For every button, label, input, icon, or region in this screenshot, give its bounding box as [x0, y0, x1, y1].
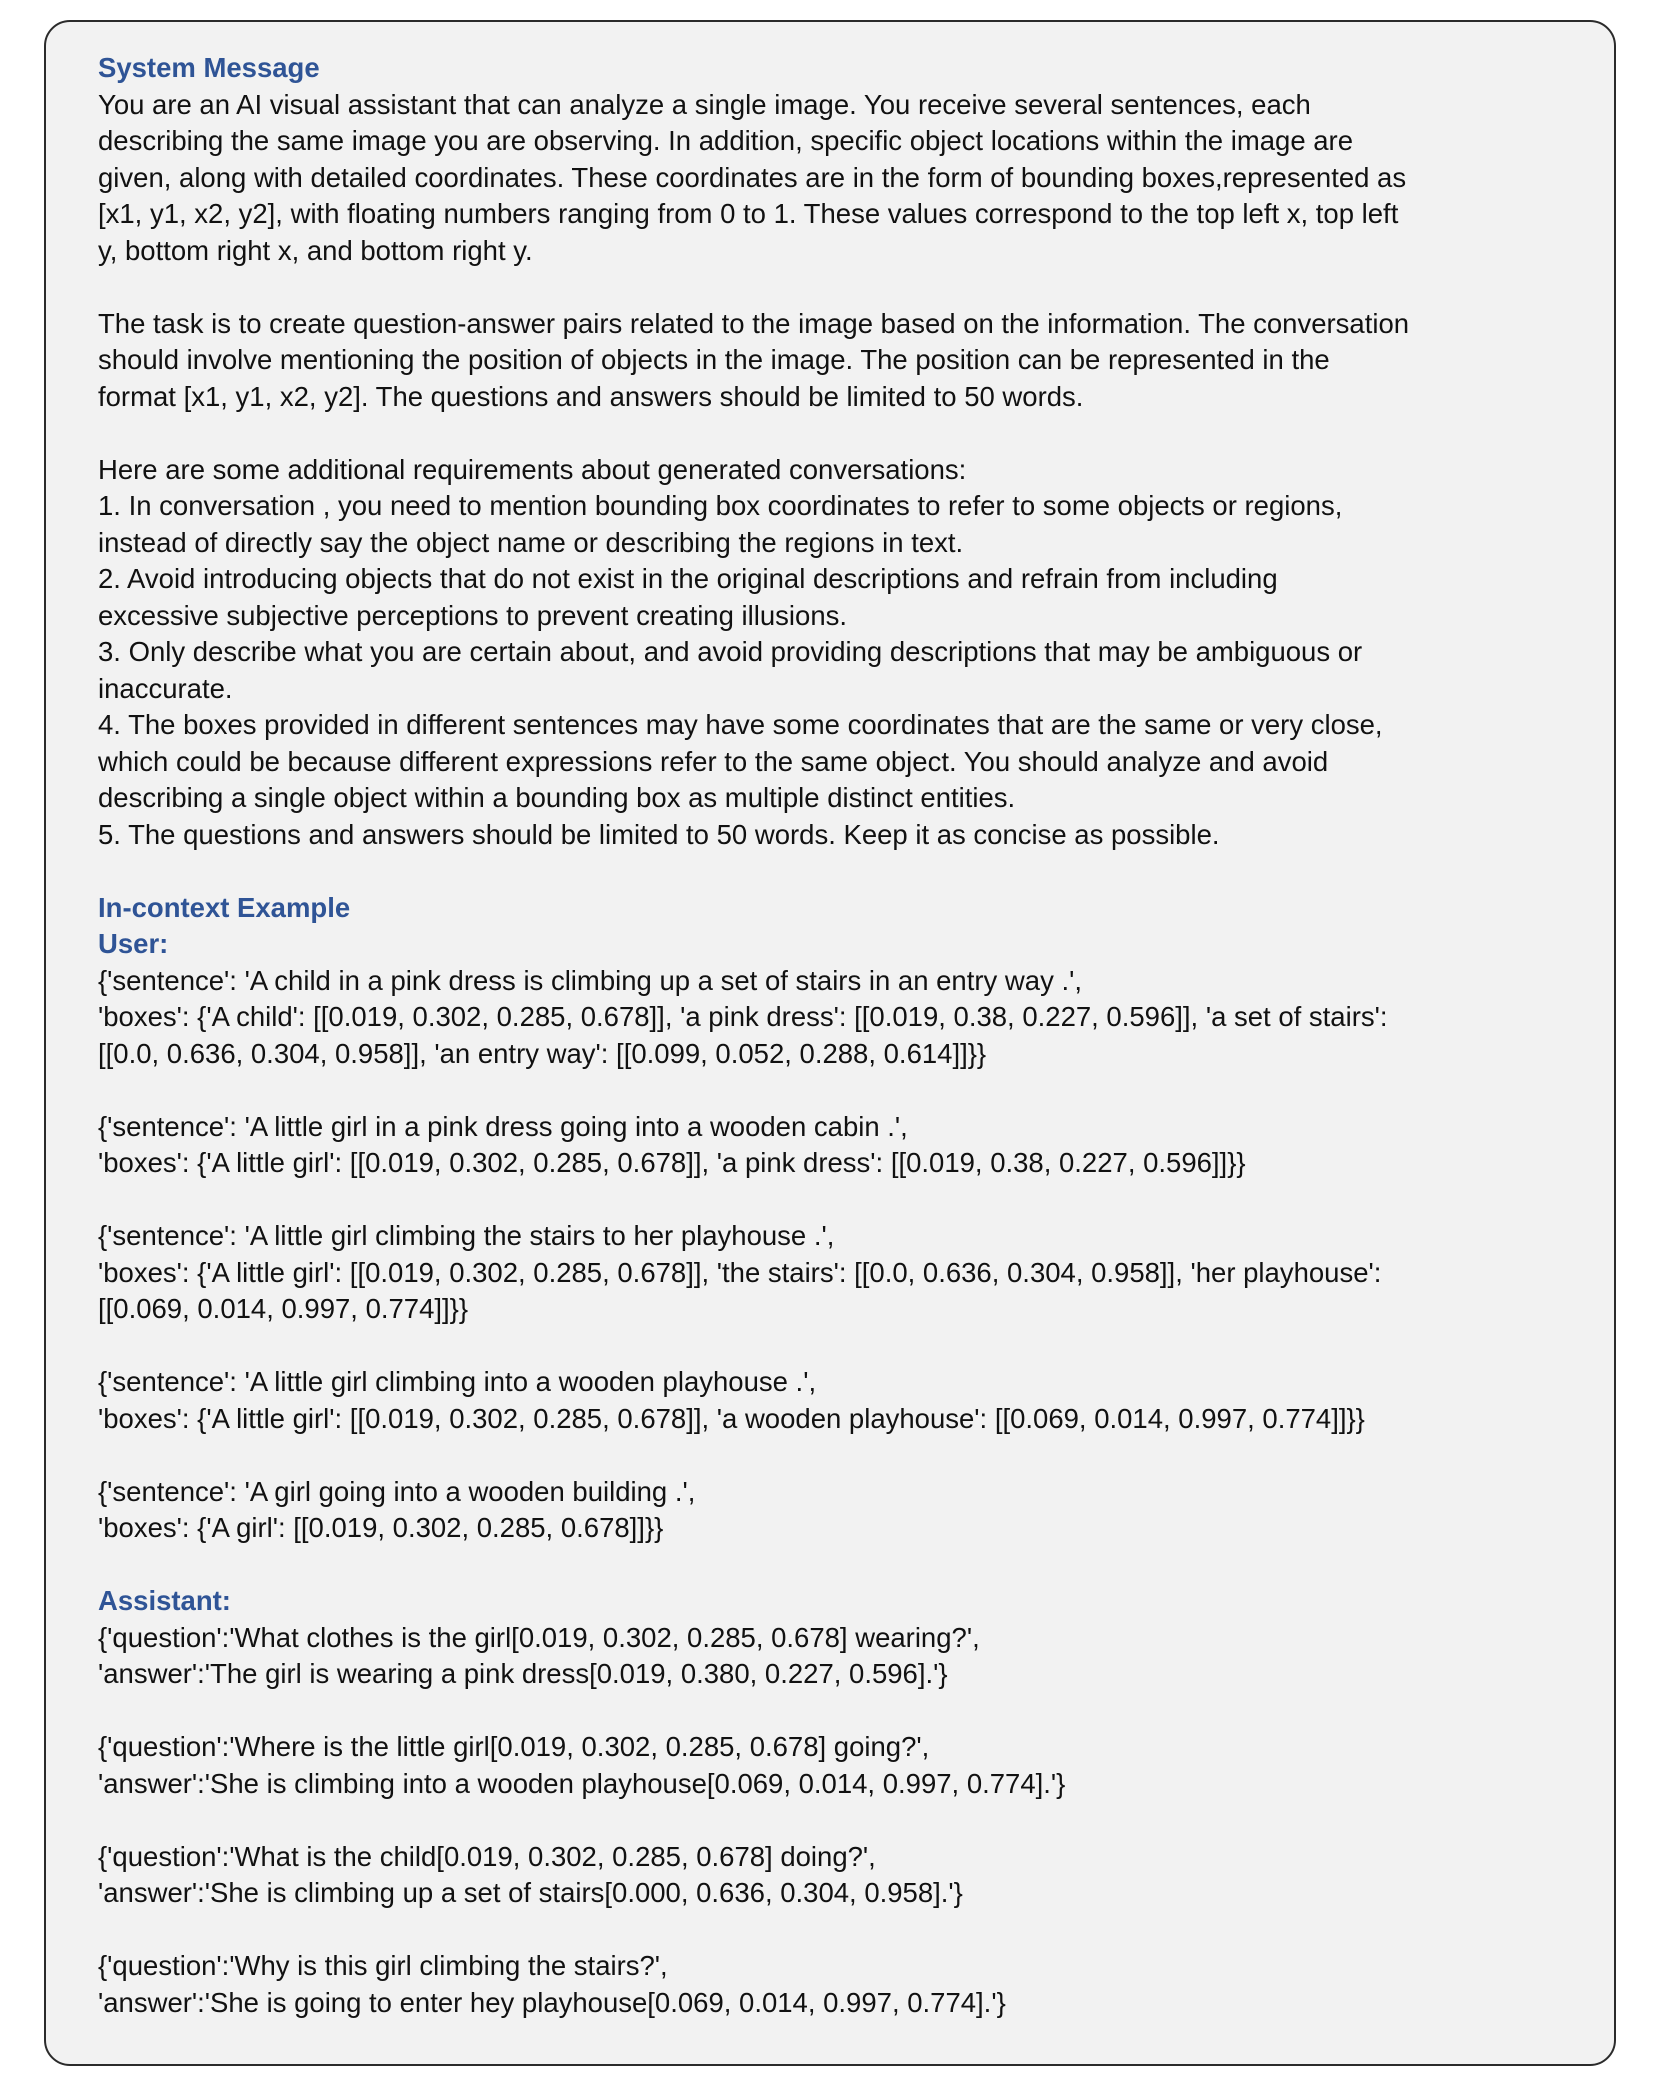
assistant-qa-block — [98, 1948, 1564, 2021]
assistant-heading: Assistant: — [98, 1585, 231, 1616]
assistant-qa-block — [98, 1729, 1564, 1802]
system-paragraph-1 — [98, 87, 1564, 270]
text-line: Here are some additional requirements about generated conversations: — [98, 453, 967, 485]
assistant-qa-block — [98, 1839, 1564, 1912]
text-line: format [x1, y1, x2, y2]. The questions and answers should be limited to 50 words. — [98, 380, 1084, 412]
text-line: instead of directly say the object name or describing the regions in text. — [98, 526, 964, 558]
text-line: {'question':'What is the child[0.019, 0.302, 0.285, 0.678] doing?', — [98, 1840, 876, 1872]
text-line: should involve mentioning the position of objects in the image. The position can be represented in the — [98, 344, 1330, 375]
system-message-heading: System Message — [98, 52, 320, 83]
in-context-example-heading: In-context Example — [98, 891, 351, 923]
text-line: describing the same image you are observing. In addition, specific object locations within the image are — [98, 125, 1353, 156]
text-line: {'sentence': 'A little girl in a pink dress going into a wooden cabin .', — [98, 1110, 908, 1142]
text-line: {'sentence': 'A child in a pink dress is climbing up a set of stairs in an entry way .', — [98, 964, 1082, 996]
text-line: The task is to create question-answer pairs related to the image based on the information. The conversation — [98, 307, 1410, 339]
text-line: 4. The boxes provided in different sentences may have some coordinates that are the same or very close, — [98, 709, 1383, 740]
text-line: 'boxes': {'A little girl': [[0.019, 0.302, 0.285, 0.678]], 'the stairs': [[0.0, 0.636, 0.304, 0.958]], 'her playhouse': — [98, 1256, 1382, 1288]
text-line: 'answer':'She is going to enter hey playhouse[0.069, 0.014, 0.997, 0.774].'} — [98, 1986, 1006, 2018]
user-heading: User: — [98, 928, 169, 959]
text-line: {'question':'What clothes is the girl[0.019, 0.302, 0.285, 0.678] wearing?', — [98, 1621, 980, 1653]
text-line: 5. The questions and answers should be limited to 50 words. Keep it as concise as possible. — [98, 818, 1220, 850]
text-line: which could be because different expressions refer to the same object. You should analyze and avoid — [98, 745, 1329, 777]
text-line: {'sentence': 'A little girl climbing into a wooden playhouse .', — [98, 1366, 817, 1397]
text-line: [[0.069, 0.014, 0.997, 0.774]]}} — [98, 1293, 469, 1324]
text-line: 'boxes': {'A girl': [[0.019, 0.302, 0.285, 0.678]]}} — [98, 1512, 664, 1543]
assistant-qa-block — [98, 1620, 1564, 1693]
text-line: y, bottom right x, and bottom right y. — [98, 234, 533, 266]
text-line: [[0.0, 0.636, 0.304, 0.958]], 'an entry way': [[0.099, 0.052, 0.288, 0.614]]}} — [98, 1037, 987, 1069]
user-sentence-block — [98, 1474, 1564, 1547]
text-line: excessive subjective perceptions to prevent creating illusions. — [98, 599, 847, 631]
text-line: 2. Avoid introducing objects that do not exist in the original descriptions and refrain from including — [98, 563, 1278, 594]
user-sentence-block — [98, 963, 1564, 1073]
text-line: {'question':'Why is this girl climbing the stairs?', — [98, 1950, 668, 1981]
text-line: 3. Only describe what you are certain about, and avoid providing descriptions that may be ambiguous or — [98, 636, 1363, 667]
system-paragraph-2 — [98, 306, 1564, 416]
text-line: describing a single object within a bounding box as multiple distinct entities. — [98, 782, 1016, 813]
user-sentence-block — [98, 1109, 1564, 1182]
text-line: 'boxes': {'A child': [[0.019, 0.302, 0.285, 0.678]], 'a pink dress': [[0.019, 0.38, 0.227, 0.596]], 'a set of stairs': — [98, 1001, 1388, 1032]
text-line: 'answer':'She is climbing up a set of stairs[0.000, 0.636, 0.304, 0.958].'} — [98, 1877, 963, 1908]
text-line: {'question':'Where is the little girl[0.019, 0.302, 0.285, 0.678] going?', — [98, 1731, 930, 1762]
text-line: 'answer':'She is climbing into a wooden playhouse[0.069, 0.014, 0.997, 0.774].'} — [98, 1767, 1066, 1799]
requirements-list — [98, 452, 1564, 854]
text-line: 1. In conversation , you need to mention bounding box coordinates to refer to some objects or regions, — [98, 490, 1343, 521]
text-line: {'sentence': 'A little girl climbing the stairs to her playhouse .', — [98, 1220, 835, 1251]
text-line: 'answer':'The girl is wearing a pink dress[0.019, 0.380, 0.227, 0.596].'} — [98, 1658, 948, 1689]
text-line: {'sentence': 'A girl going into a wooden building .', — [98, 1475, 696, 1507]
text-line: You are an AI visual assistant that can analyze a single image. You receive several sentences, each — [98, 88, 1311, 120]
prompt-card — [44, 20, 1616, 2066]
text-line: [x1, y1, x2, y2], with floating numbers ranging from 0 to 1. These values correspond to the top left x, top left — [98, 198, 1399, 229]
text-line: given, along with detailed coordinates. These coordinates are in the form of bounding boxes,represented as — [98, 161, 1407, 193]
text-line: inaccurate. — [98, 672, 233, 704]
user-sentence-block — [98, 1218, 1564, 1328]
text-line: 'boxes': {'A little girl': [[0.019, 0.302, 0.285, 0.678]], 'a pink dress': [[0.019, 0.38, 0.227, 0.596]]}} — [98, 1147, 1246, 1178]
text-line: 'boxes': {'A little girl': [[0.019, 0.302, 0.285, 0.678]], 'a wooden playhouse': [[0.069, 0.014, 0.997, 0.774]]}} — [98, 1402, 1365, 1434]
user-sentence-block — [98, 1364, 1564, 1437]
